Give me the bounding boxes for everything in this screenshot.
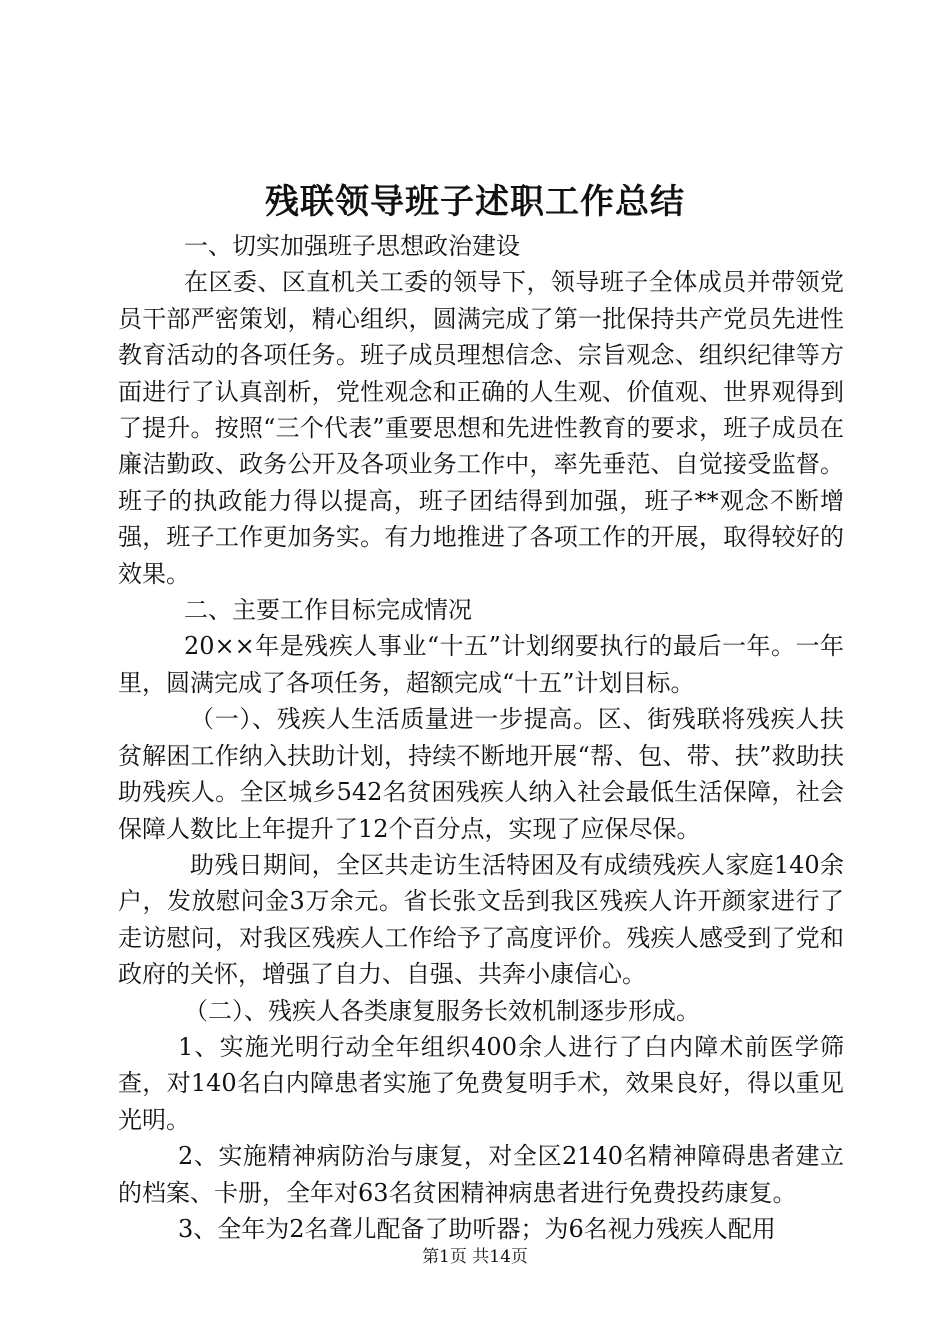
subsection-heading-2: （二）、残疾人各类康复服务长效机制逐步形成。 — [184, 996, 700, 1025]
paragraph-4: 助残日期间，全区共走访生活特困及有成绩残疾人家庭140余户，发放慰问金3万余元。省长张文岳到我区残疾人许开颜家进行了走访慰问，对我区残疾人工作给予了高度评价。残疾人感受到了党和政府的关怀，增强了自力、自强、共奔小康信心。 — [118, 850, 844, 989]
page-number: 第1页 共14页 — [422, 1247, 528, 1267]
paragraph-2: 20××年是残疾人事业“十五”计划纲要执行的最后一年。一年里，圆满完成了各项任务，超额完成“十五”计划目标。 — [118, 632, 844, 697]
list-item-1: 1、实施光明行动全年组织400余人进行了白内障术前医学筛查，对140名白内障患者实施了免费复明手术，效果良好，得以重见光明。 — [118, 1032, 844, 1134]
section-heading-2: 二、主要工作目标完成情况 — [184, 596, 472, 625]
list-item-2: 2、实施精神病防治与康复，对全区2140名精神障碍患者建立的档案、卡册，全年对63名贫困精神病患者进行免费投药康复。 — [118, 1142, 844, 1207]
list-item-3: 3、全年为2名聋儿配备了助听器；为6名视力残疾人配用 — [178, 1214, 776, 1243]
paragraph-3: （一）、残疾人生活质量进一步提高。区、街残联将残疾人扶贫解困工作纳入扶助计划，持续不断地开展“帮、包、带、扶”救助扶助残疾人。全区城乡542名贫困残疾人纳入社会最低生活保障，社会保障人数比上年提升了12个百分点，实现了应保尽保。 — [118, 705, 844, 843]
section-heading-1: 一、切实加强班子思想政治建设 — [184, 232, 520, 260]
document-title: 残联领导班子述职工作总结 — [265, 182, 685, 222]
document-body — [118, 228, 844, 1247]
paragraph-1: 在区委、区直机关工委的领导下，领导班子全体成员并带领党员干部严密策划，精心组织，圆满完成了第一批保持共产党员先进性教育活动的各项任务。班子成员理想信念、宗旨观念、组织纪律等方面进行了认真剖析，党性观念和正确的人生观、价值观、世界观得到了提升。按照“三个代表”重要思想和先进性教育的要求，班子成员在廉洁勤政、政务公开及各项业务工作中，率先垂范、自觉接受监督。班子的执政能力得以提高，班子团结得到加强，班子**观念不断增强，班子工作更加务实。有力地推进了各项工作的开展，取得较好的效果。 — [118, 268, 844, 588]
